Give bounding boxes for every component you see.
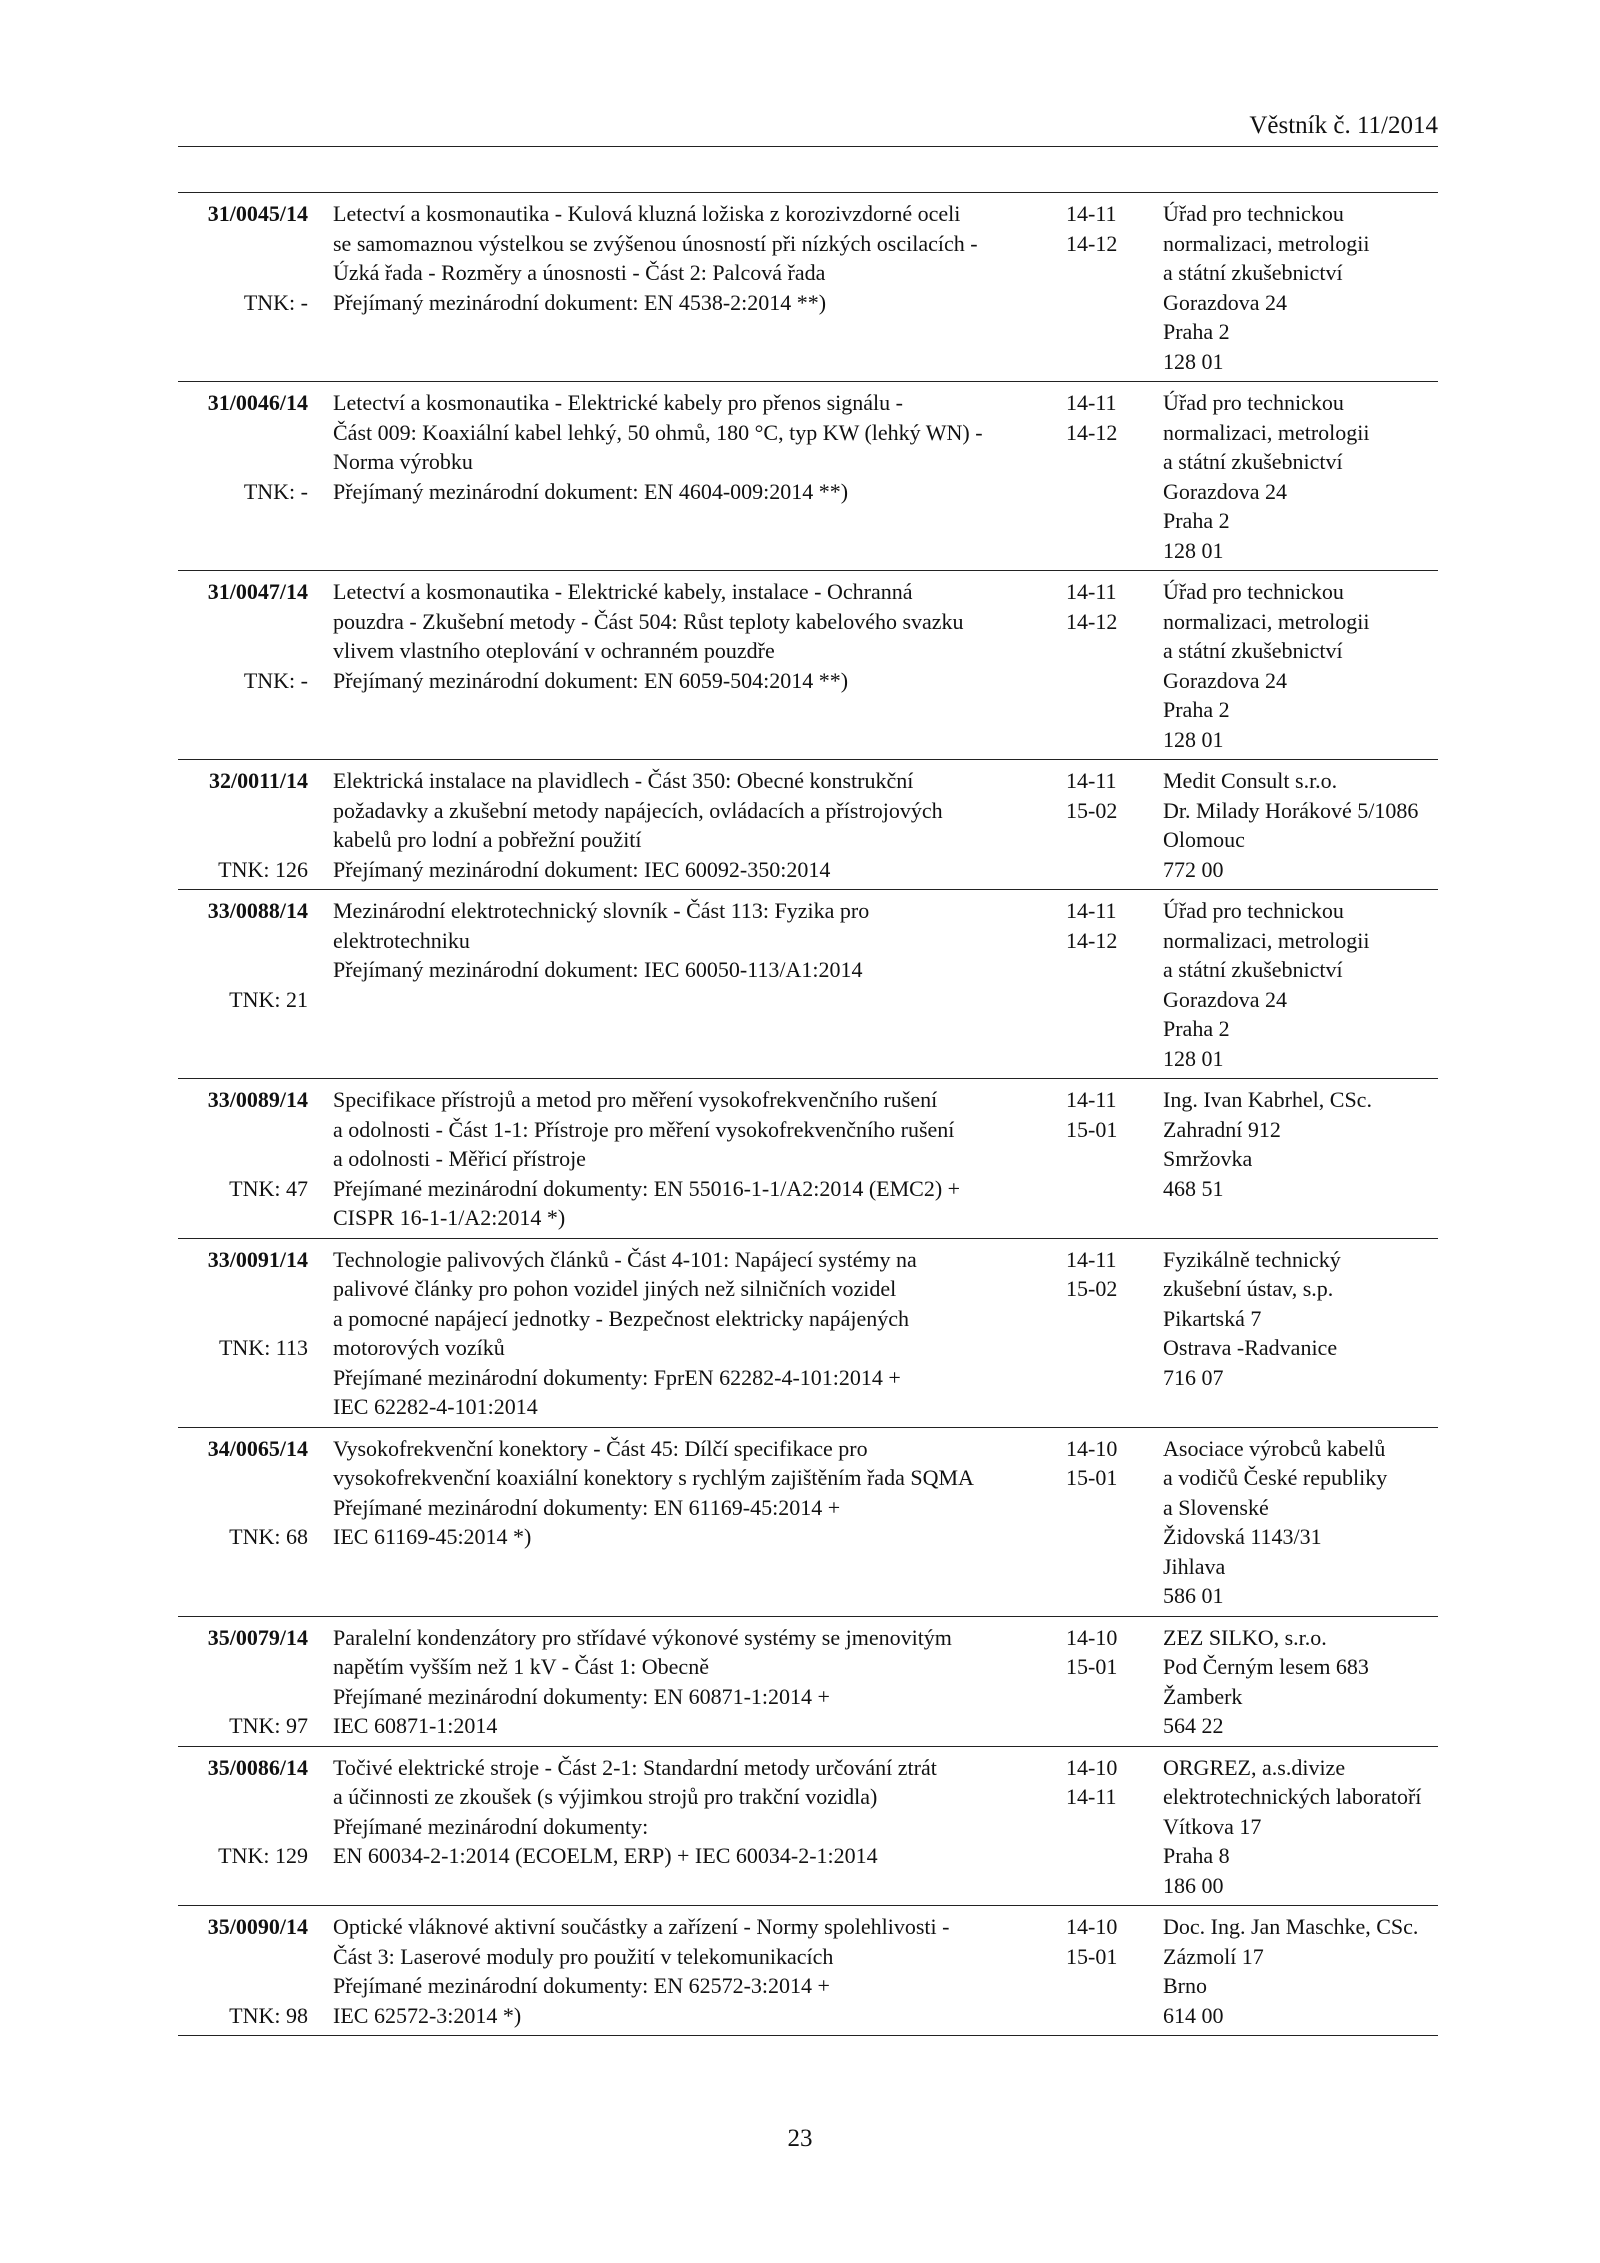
title-line: Mezinárodní elektrotechnický slovník - Část 113: Fyzika pro (333, 898, 870, 923)
address-line: Fyzikálně technický (1163, 1246, 1341, 1272)
entry-id-column (178, 1085, 308, 1201)
standard-entry (178, 1428, 1438, 1617)
title-line: kabelů pro lodní a pobřežní použití (333, 827, 642, 852)
address-line: Ostrava -Radvanice (1163, 1335, 1338, 1360)
tnk-label: TNK: - (243, 667, 308, 693)
title-line: Úzká řada - Rozměry a únosnosti - Část 2: Palcová řada (333, 260, 826, 285)
entry-id-column (178, 388, 308, 504)
address-line: elektrotechnických laboratoří (1163, 1784, 1422, 1809)
title-line: palivové články pro pohon vozidel jiných než silničních vozidel (333, 1276, 897, 1301)
address-line: Ing. Ivan Kabrhel, CSc. (1163, 1087, 1372, 1112)
address-line: 128 01 (1163, 1045, 1224, 1071)
address-line: Úřad pro technickou (1163, 390, 1344, 415)
address-line: 716 07 (1163, 1364, 1224, 1390)
address-line: zkušební ústav, s.p. (1163, 1276, 1334, 1301)
address-line: Olomouc (1163, 827, 1245, 852)
tnk-label: TNK: 129 (218, 1843, 308, 1868)
title-line: Paralelní kondenzátory pro střídavé výkonové systémy se jmenovitým (333, 1624, 952, 1650)
title-line: a pomocné napájecí jednotky - Bezpečnost elektricky napájených (333, 1305, 910, 1331)
date-value: 15-01 (1066, 1116, 1118, 1142)
entry-address (1163, 388, 1448, 565)
entry-address (1163, 1753, 1448, 1901)
address-line: Praha 8 (1163, 1843, 1230, 1868)
title-line: Přejímané mezinárodní dokumenty: EN 55016-1-1/A2:2014 (EMC2) + (333, 1175, 961, 1201)
address-line: Zahradní 912 (1163, 1116, 1281, 1142)
address-line: normalizaci, metrologii (1163, 230, 1370, 256)
date-value: 15-01 (1066, 1465, 1118, 1490)
date-value: 14-12 (1066, 419, 1118, 445)
title-line: a odolnosti - Část 1-1: Přístroje pro měření vysokofrekvenčního rušení (333, 1116, 955, 1142)
title-line: a účinnosti ze zkoušek (s výjimkou strojů pro trakční vozidla) (333, 1784, 878, 1809)
address-line: normalizaci, metrologii (1163, 419, 1370, 445)
tnk-label: TNK: 68 (229, 1524, 308, 1549)
title-line: Točivé elektrické stroje - Část 2-1: Standardní metody určování ztrát (333, 1754, 937, 1780)
address-line: 186 00 (1163, 1872, 1224, 1898)
entry-dates (1066, 577, 1146, 636)
entry-address (1163, 1085, 1448, 1203)
standard-entry (178, 1617, 1438, 1747)
entry-address (1163, 896, 1448, 1073)
address-line: 614 00 (1163, 2002, 1224, 2028)
date-value: 14-10 (1066, 1435, 1118, 1461)
standard-entry (178, 890, 1438, 1079)
title-line: napětím vyšším než 1 kV - Část 1: Obecně (333, 1654, 709, 1679)
title-line: Vysokofrekvenční konektory - Část 45: Dílčí specifikace pro (333, 1435, 868, 1461)
entry-id-column (178, 1434, 308, 1549)
address-line: Vítkova 17 (1163, 1813, 1262, 1839)
title-line: a odolnosti - Měřicí přístroje (333, 1146, 586, 1171)
entry-id-column (178, 896, 308, 1012)
address-line: 128 01 (1163, 726, 1224, 752)
title-line: EN 60034-2-1:2014 (ECOELM, ERP) + IEC 60034-2-1:2014 (333, 1843, 878, 1868)
address-line: 128 01 (1163, 537, 1224, 563)
title-line: Letectví a kosmonautika - Elektrické kabely, instalace - Ochranná (333, 579, 913, 604)
title-line: Elektrická instalace na plavidlech - Část 350: Obecné konstrukční (333, 768, 914, 793)
title-line: Část 3: Laserové moduly pro použití v telekomunikacích (333, 1943, 834, 1969)
address-line: normalizaci, metrologii (1163, 927, 1370, 953)
title-line: Přejímané mezinárodní dokumenty: EN 60871-1:2014 + (333, 1683, 830, 1709)
address-line: Jihlava (1163, 1553, 1226, 1579)
address-line: a státní zkušebnictví (1163, 260, 1343, 285)
address-line: 586 01 (1163, 1583, 1224, 1608)
tnk-label: TNK: 113 (218, 1335, 308, 1360)
address-line: Smržovka (1163, 1146, 1253, 1171)
title-line: IEC 60871-1:2014 (333, 1713, 498, 1738)
entry-title (333, 577, 1033, 695)
title-line: Specifikace přístrojů a metod pro měření vysokofrekvenčního rušení (333, 1087, 938, 1112)
standard-number: 35/0086/14 (207, 1754, 308, 1780)
standard-number: 33/0091/14 (207, 1246, 308, 1272)
title-line: vysokofrekvenční koaxiální konektory s rychlým zajištěním řada SQMA (333, 1465, 974, 1490)
entry-address (1163, 1912, 1448, 2030)
entry-address (1163, 577, 1448, 754)
title-line: se samomaznou výstelkou se zvýšenou únosností při nízkých oscilacích - (333, 230, 978, 256)
address-line: Úřad pro technickou (1163, 579, 1344, 604)
standard-number: 31/0047/14 (207, 579, 308, 604)
entry-address (1163, 1434, 1448, 1611)
address-line: Dr. Milady Horákové 5/1086 (1163, 797, 1419, 823)
title-line: Přejímaný mezinárodní dokument: EN 6059-504:2014 **) (333, 667, 849, 693)
date-value: 15-01 (1066, 1943, 1118, 1969)
entry-dates (1066, 1434, 1146, 1493)
date-value: 14-10 (1066, 1754, 1118, 1780)
address-line: 468 51 (1163, 1175, 1224, 1201)
standard-number: 31/0045/14 (207, 201, 308, 226)
address-line: Židovská 1143/31 (1163, 1524, 1322, 1549)
entry-title (333, 896, 1033, 985)
entry-title (333, 1245, 1033, 1422)
entry-dates (1066, 766, 1146, 825)
title-line: Norma výrobku (333, 449, 473, 474)
address-line: 564 22 (1163, 1713, 1224, 1738)
standard-number: 35/0079/14 (207, 1624, 308, 1650)
address-line: Pod Černým lesem 683 (1163, 1654, 1369, 1679)
entry-dates (1066, 1753, 1146, 1812)
date-value: 15-01 (1066, 1654, 1118, 1679)
title-line: motorových vozíků (333, 1335, 505, 1360)
address-line: Pikartská 7 (1163, 1305, 1262, 1331)
tnk-label: TNK: - (243, 289, 308, 315)
date-value: 14-11 (1066, 390, 1117, 415)
entry-title (333, 1085, 1033, 1233)
date-value: 14-11 (1066, 898, 1117, 923)
title-line: IEC 62572-3:2014 *) (333, 2002, 522, 2028)
address-line: Gorazdova 24 (1163, 667, 1288, 693)
entry-dates (1066, 388, 1146, 447)
standard-number: 35/0090/14 (207, 1914, 308, 1939)
date-value: 14-11 (1066, 1087, 1117, 1112)
entry-dates (1066, 199, 1146, 258)
title-line: IEC 62282-4-101:2014 (333, 1394, 538, 1419)
standard-number: 33/0088/14 (207, 898, 308, 923)
entry-address (1163, 1623, 1448, 1741)
address-line: Doc. Ing. Jan Maschke, CSc. (1163, 1914, 1419, 1939)
address-line: Praha 2 (1163, 1016, 1230, 1041)
date-value: 14-10 (1066, 1624, 1118, 1650)
standard-entry (178, 1747, 1438, 1907)
entry-address (1163, 199, 1448, 376)
entry-title (333, 1912, 1033, 2030)
tnk-label: TNK: 21 (229, 986, 308, 1012)
date-value: 14-11 (1066, 768, 1117, 793)
entry-id-column (178, 1245, 308, 1360)
address-line: a vodičů České republiky (1163, 1465, 1388, 1490)
entry-id-column (178, 1623, 308, 1738)
address-line: Asociace výrobců kabelů (1163, 1435, 1386, 1461)
standard-entry (178, 1079, 1438, 1239)
title-line: vlivem vlastního oteplování v ochranném pouzdře (333, 638, 775, 663)
address-line: Praha 2 (1163, 697, 1230, 722)
title-line: Přejímaný mezinárodní dokument: EN 4604-009:2014 **) (333, 478, 849, 504)
title-line: Přejímané mezinárodní dokumenty: FprEN 62282-4-101:2014 + (333, 1364, 901, 1390)
entry-id-column (178, 199, 308, 315)
address-line: ORGREZ, a.s.divize (1163, 1754, 1346, 1780)
entry-dates (1066, 1085, 1146, 1144)
entry-id-column (178, 1912, 308, 2028)
title-line: Optické vláknové aktivní součástky a zařízení - Normy spolehlivosti - (333, 1914, 950, 1939)
date-value: 14-12 (1066, 230, 1118, 256)
address-line: ZEZ SILKO, s.r.o. (1163, 1624, 1327, 1650)
entry-title (333, 766, 1033, 884)
title-line: pouzdra - Zkušební metody - Část 504: Růst teploty kabelového svazku (333, 608, 964, 634)
address-line: Úřad pro technickou (1163, 201, 1344, 226)
title-line: elektrotechniku (333, 927, 470, 953)
date-value: 14-11 (1066, 1784, 1117, 1809)
header-rule (178, 146, 1438, 147)
title-line: Část 009: Koaxiální kabel lehký, 50 ohmů, 180 °C, typ KW (lehký WN) - (333, 419, 983, 445)
address-line: Gorazdova 24 (1163, 986, 1288, 1012)
address-line: Brno (1163, 1973, 1207, 1998)
address-line: a státní zkušebnictví (1163, 638, 1343, 663)
entry-title (333, 1434, 1033, 1552)
address-line: Zázmolí 17 (1163, 1943, 1264, 1969)
standard-entry (178, 760, 1438, 890)
date-value: 14-10 (1066, 1914, 1118, 1939)
title-line: Letectví a kosmonautika - Kulová kluzná ložiska z korozivzdorné oceli (333, 201, 961, 226)
address-line: Gorazdova 24 (1163, 289, 1288, 315)
date-value: 14-12 (1066, 927, 1118, 953)
address-line: Praha 2 (1163, 319, 1230, 344)
date-value: 14-11 (1066, 579, 1117, 604)
standard-entry (178, 1906, 1438, 2036)
tnk-label: TNK: 126 (218, 856, 308, 882)
title-line: Přejímaný mezinárodní dokument: EN 4538-2:2014 **) (333, 289, 827, 315)
standard-number: 31/0046/14 (207, 390, 308, 415)
address-line: Medit Consult s.r.o. (1163, 768, 1338, 793)
title-line: Letectví a kosmonautika - Elektrické kabely pro přenos signálu - (333, 390, 903, 415)
title-line: Přejímané mezinárodní dokumenty: EN 61169-45:2014 + (333, 1494, 841, 1520)
title-line: Přejímané mezinárodní dokumenty: (333, 1813, 649, 1839)
standard-number: 32/0011/14 (208, 768, 308, 793)
entry-dates (1066, 1912, 1146, 1971)
address-line: a státní zkušebnictví (1163, 957, 1343, 982)
entry-title (333, 388, 1033, 506)
entry-dates (1066, 1245, 1146, 1304)
address-line: a státní zkušebnictví (1163, 449, 1343, 474)
address-line: 772 00 (1163, 856, 1224, 882)
title-line: Technologie palivových článků - Část 4-101: Napájecí systémy na (333, 1246, 917, 1272)
standard-entry (178, 382, 1438, 571)
address-line: Gorazdova 24 (1163, 478, 1288, 504)
date-value: 15-02 (1066, 797, 1118, 823)
standard-entry (178, 571, 1438, 760)
entry-id-column (178, 1753, 308, 1868)
tnk-label: TNK: 98 (229, 2002, 308, 2028)
date-value: 14-12 (1066, 608, 1118, 634)
title-line: IEC 61169-45:2014 *) (333, 1524, 532, 1549)
entry-id-column (178, 766, 308, 882)
address-line: Úřad pro technickou (1163, 898, 1344, 923)
entry-dates (1066, 1623, 1146, 1682)
tnk-label: TNK: - (243, 478, 308, 504)
entry-address (1163, 766, 1448, 884)
standard-number: 33/0089/14 (207, 1087, 308, 1112)
title-line: Přejímané mezinárodní dokumenty: EN 62572-3:2014 + (333, 1973, 830, 1998)
entry-address (1163, 1245, 1448, 1393)
entry-title (333, 1753, 1033, 1871)
entry-title (333, 1623, 1033, 1741)
standard-entry (178, 1239, 1438, 1428)
entry-dates (1066, 896, 1146, 955)
date-value: 15-02 (1066, 1276, 1118, 1301)
address-line: 128 01 (1163, 348, 1224, 374)
title-line: Přejímaný mezinárodní dokument: IEC 60092-350:2014 (333, 856, 831, 882)
address-line: a Slovenské (1163, 1494, 1269, 1520)
entry-title (333, 199, 1033, 317)
bulletin-header: Věstník č. 11/2014 (1249, 112, 1438, 139)
address-line: Praha 2 (1163, 508, 1230, 533)
entry-id-column (178, 577, 308, 693)
date-value: 14-11 (1066, 201, 1117, 226)
title-line: CISPR 16-1-1/A2:2014 *) (333, 1205, 566, 1230)
title-line: Přejímaný mezinárodní dokument: IEC 60050-113/A1:2014 (333, 957, 863, 982)
standard-number: 34/0065/14 (207, 1435, 308, 1461)
standard-entry (178, 193, 1438, 382)
tnk-label: TNK: 47 (229, 1175, 308, 1201)
date-value: 14-11 (1066, 1246, 1117, 1272)
address-line: Žamberk (1163, 1683, 1243, 1709)
address-line: normalizaci, metrologii (1163, 608, 1370, 634)
page-number: 23 (787, 2125, 813, 2152)
title-line: požadavky a zkušební metody napájecích, ovládacích a přístrojových (333, 797, 943, 823)
tnk-label: TNK: 97 (229, 1713, 308, 1738)
standards-table (178, 192, 1438, 2036)
